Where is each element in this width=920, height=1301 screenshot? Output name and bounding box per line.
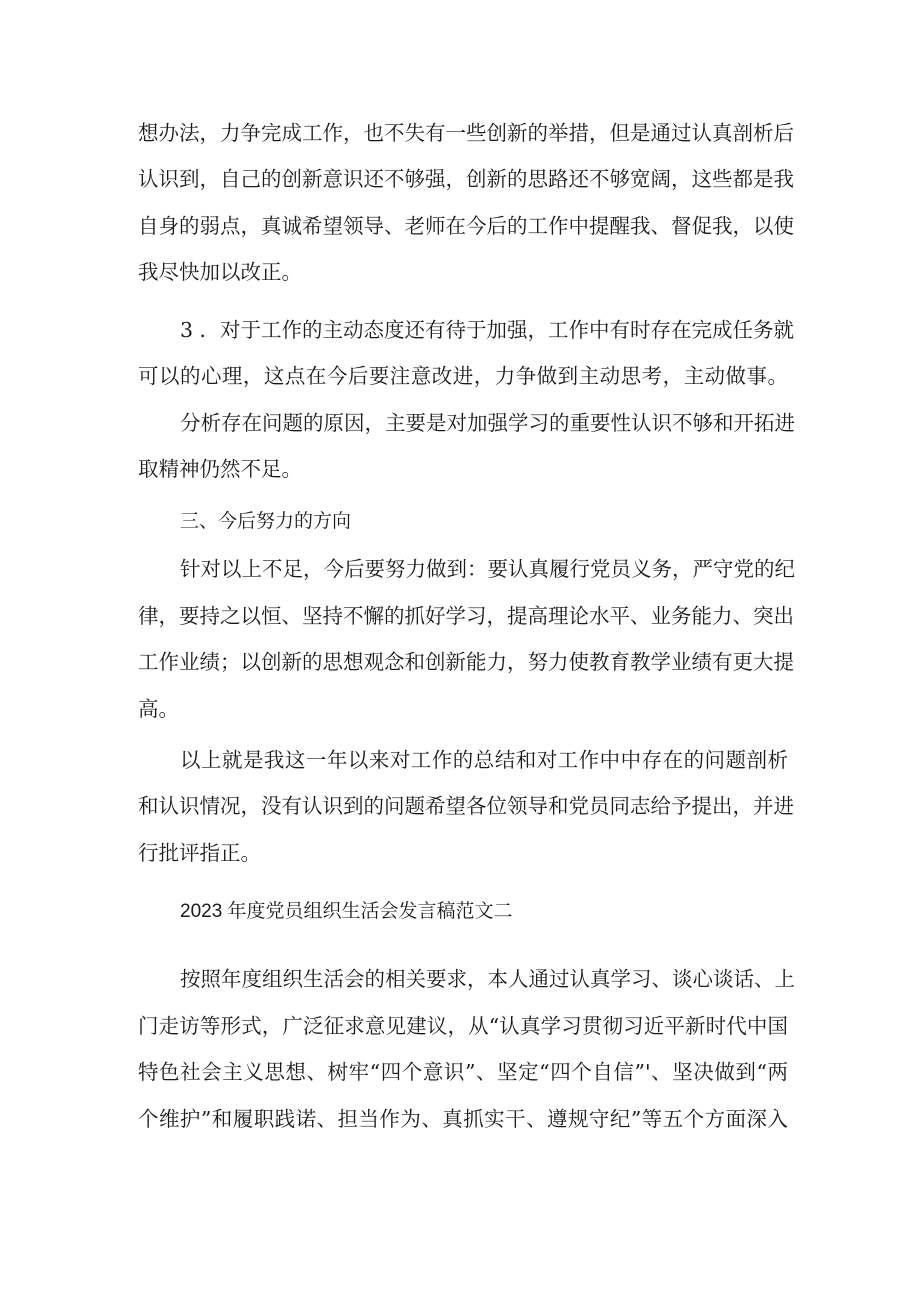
- paragraph-line: 特色社会主义思想、树牢“四个意识”、坚定“四个自信”'、坚决做到“两: [138, 1060, 788, 1084]
- section-heading: 三、今后努力的方向: [180, 510, 352, 532]
- paragraph-line: 门走访等形式，广泛征求意见建议，从“认真学习贯彻习近平新时代中国: [138, 1014, 788, 1038]
- paragraph-line: 以上就是我这一年以来对工作的总结和对工作中中存在的问题剖析: [180, 748, 788, 772]
- paragraph-line: 认识到，自己的创新意识还不够强，创新的思路还不够宽阔，这些都是我: [138, 167, 794, 191]
- paragraph-line: 高。: [138, 697, 179, 721]
- paragraph-line: 3 ．对于工作的主动态度还有待于加强，工作中有时存在完成任务就: [180, 318, 795, 342]
- paragraph-line: 分析存在问题的原因，主要是对加强学习的重要性认识不够和开拓进: [180, 411, 795, 435]
- paragraph-line: 律，要持之以恒、坚持不懈的抓好学习，提高理论水平、业务能力、突出: [138, 604, 794, 628]
- paragraph-line: 自身的弱点，真诚希望领导、老师在今后的工作中提醒我、督促我，以使: [138, 214, 794, 238]
- paragraph-line: 针对以上不足，今后要努力做到：要认真履行党员义务，严守党的纪: [180, 557, 795, 581]
- document-title: 2023 年度党员组织生活会发言稿范文二: [180, 901, 513, 922]
- paragraph-line: 按照年度组织生活会的相关要求，本人通过认真学习、谈心谈话、上: [180, 967, 795, 991]
- paragraph-line: 我尽快加以改正。: [138, 260, 302, 284]
- paragraph-line: 取精神仍然不足。: [138, 457, 302, 481]
- paragraph-line: 行批评指正。: [138, 841, 261, 865]
- paragraph-line: 和认识情况，没有认识到的问题希望各位领导和党员同志给予提出，并进: [138, 794, 794, 818]
- paragraph-line: 个维护”和履职践诺、担当作为、真抓实干、遵规守纪”等五个方面深入: [138, 1107, 788, 1131]
- paragraph-line: 可以的心理，这点在今后要注意改进，力争做到主动思考，主动做事。: [138, 364, 788, 388]
- paragraph-line: 工作业绩；以创新的思想观念和创新能力，努力使教育教学业绩有更大提: [138, 650, 794, 674]
- paragraph-line: 想办法，力争完成工作，也不失有一些创新的举措，但是通过认真剖析后: [138, 121, 794, 145]
